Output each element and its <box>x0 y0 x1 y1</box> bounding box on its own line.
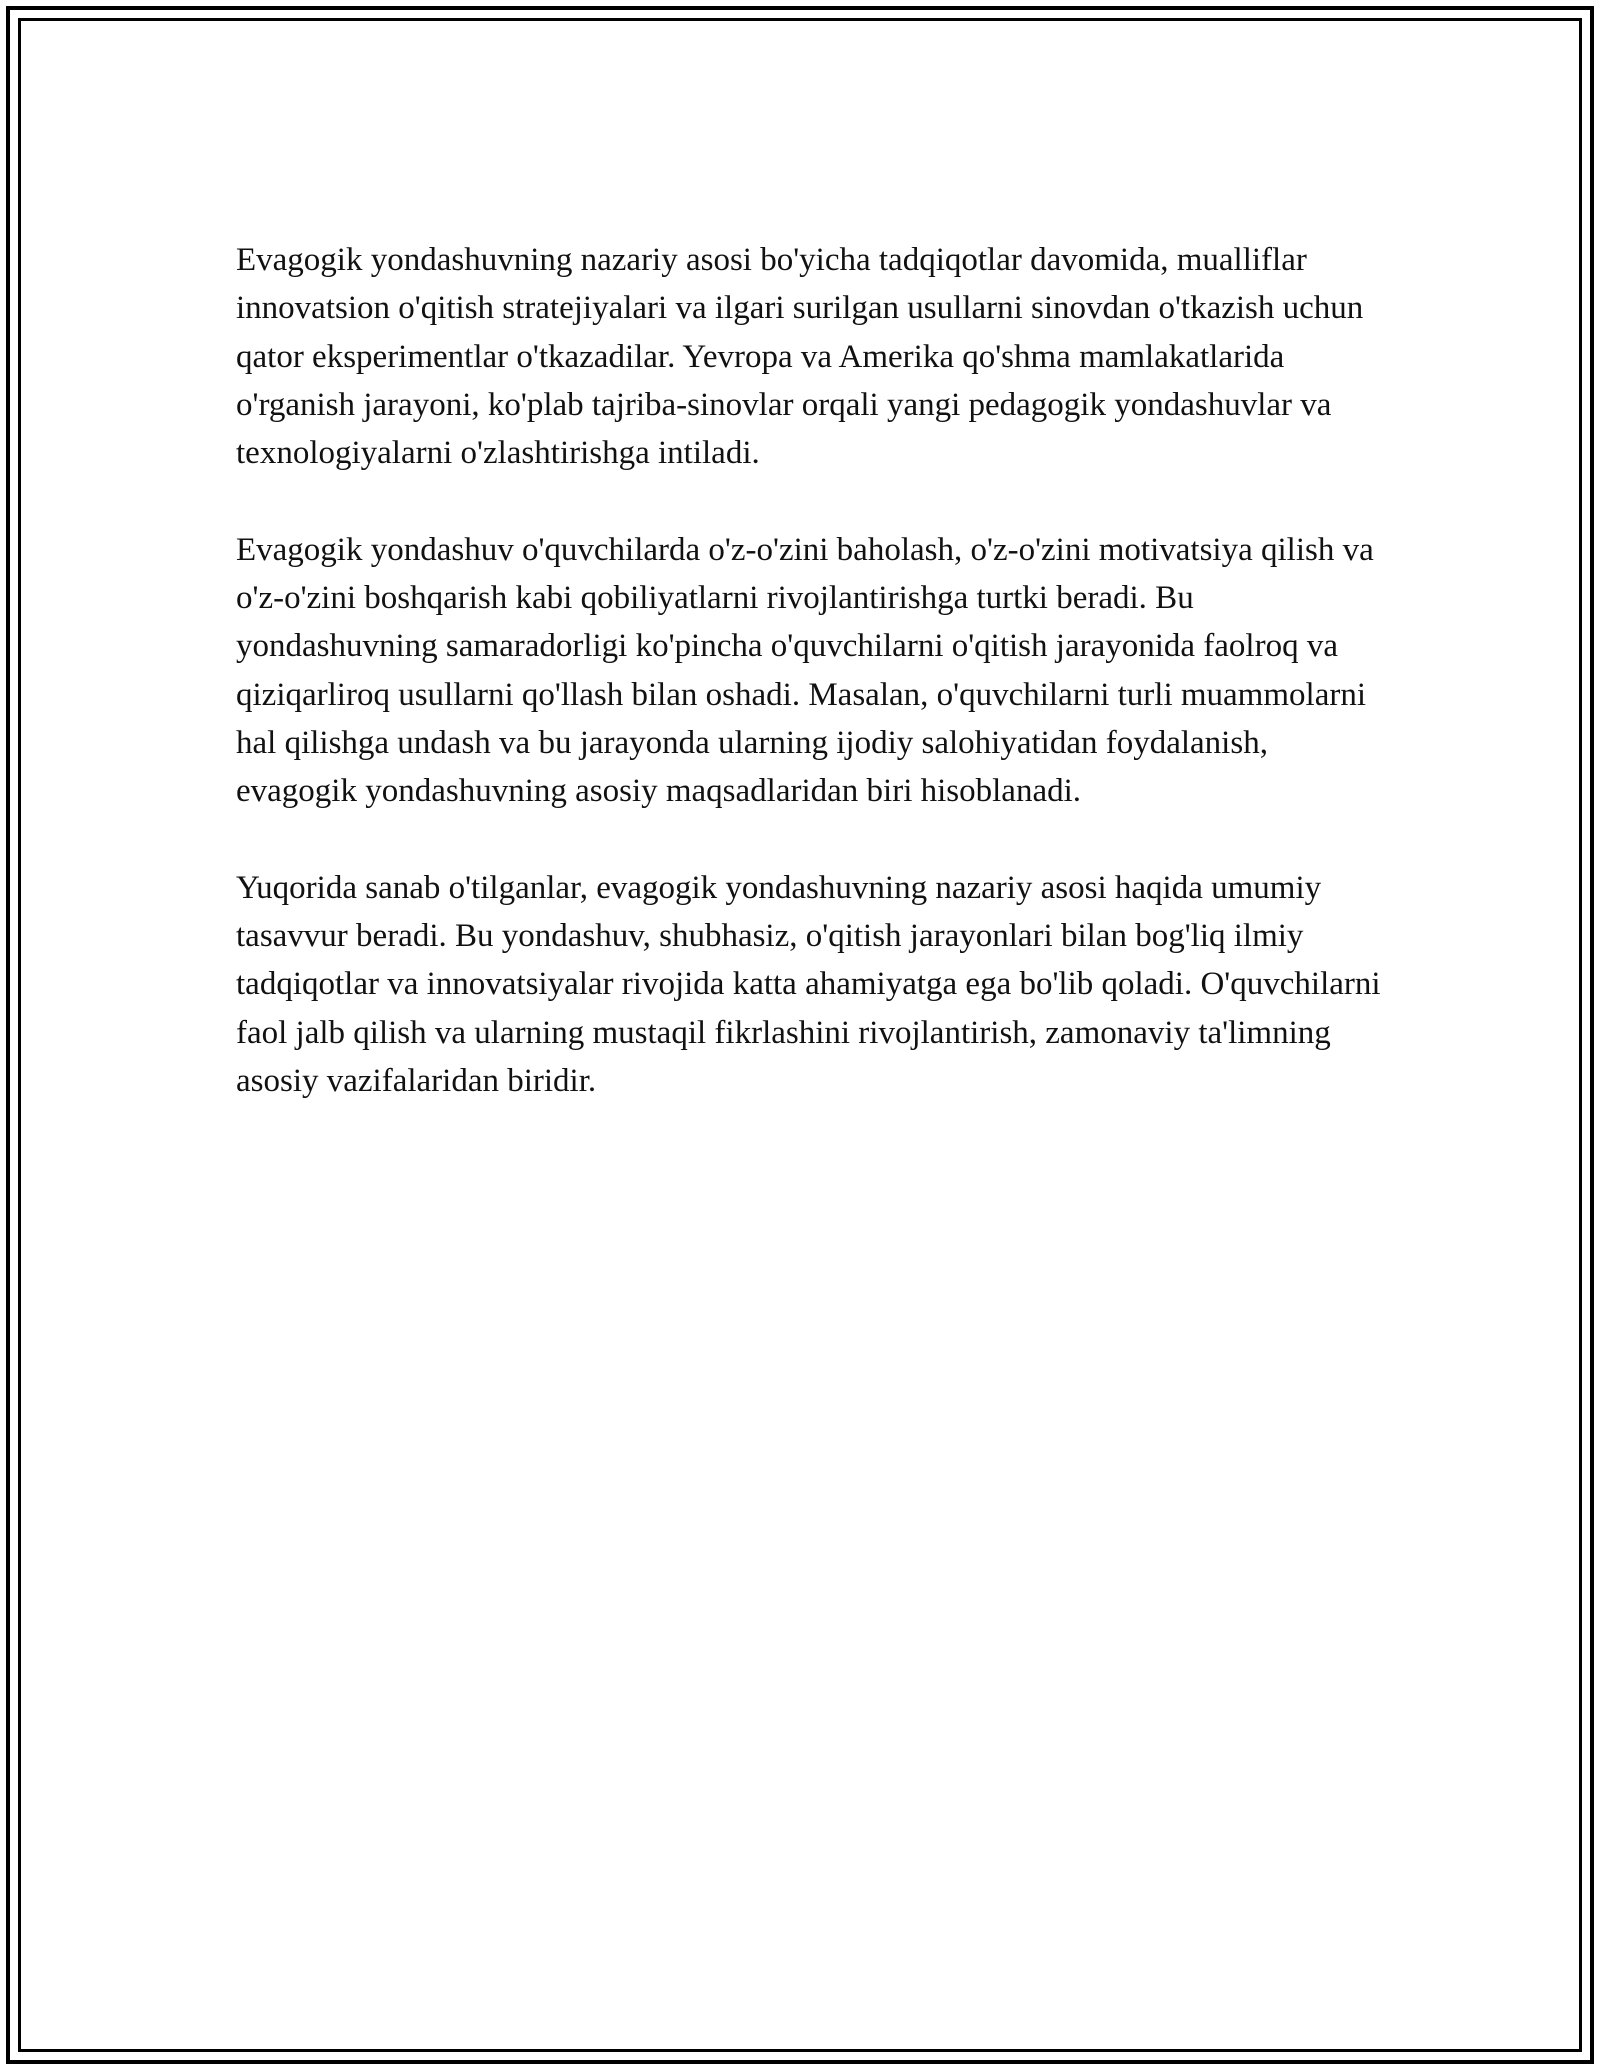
paragraph-3: Yuqorida sanab o'tilganlar, evagogik yondashuvning nazariy asosi haqida umumiy tasavvur beradi. Bu yondashuv, shubhasiz, o'qitish jarayonlari bilan bog'liq ilmiy tadqiqotlar va innovatsiyalar rivojida katta ahamiyatga ega bo'lib qoladi. O'quvchilarni faol jalb qilish va ularning mustaqil fikrlashini rivojlantirish, zamonaviy ta'limning asosiy vazifalaridan biridir. <box>236 869 1381 1100</box>
paragraph-2: Evagogik yondashuv o'quvchilarda o'z-o'zini baholash, o'z-o'zini motivatsiya qilish va o'z-o'zini boshqarish kabi qobiliyatlarni rivojlantirishga turtki beradi. Bu yondashuvning samaradorligi ko'pincha o'quvchilarni o'qitish jarayonida faolroq va qiziqarliroq usullarni qo'llash bilan oshadi. Masalan, o'quvchilarni turli muammolarni hal qilishga undash va bu jarayonda ularning ijodiy salohiyatidan foydalanish, evagogik yondashuvning asosiy maqsadlaridan biri hisoblanadi. <box>236 531 1374 810</box>
paragraph-1: Evagogik yondashuvning nazariy asosi bo'yicha tadqiqotlar davomida, mualliflar innovatsion o'qitish stratejiyalari va ilgari surilgan usullarni sinovdan o'tkazish uchun qator eksperimentlar o'tkazadilar. Yevropa va Amerika qo'shma mamlakatlarida o'rganish jarayoni, ko'plab tajriba-sinovlar orqali yangi pedagogik yondashuvlar va texnologiyalarni o'zlashtirishga intiladi. <box>236 242 1364 472</box>
document-body <box>236 236 1386 1154</box>
